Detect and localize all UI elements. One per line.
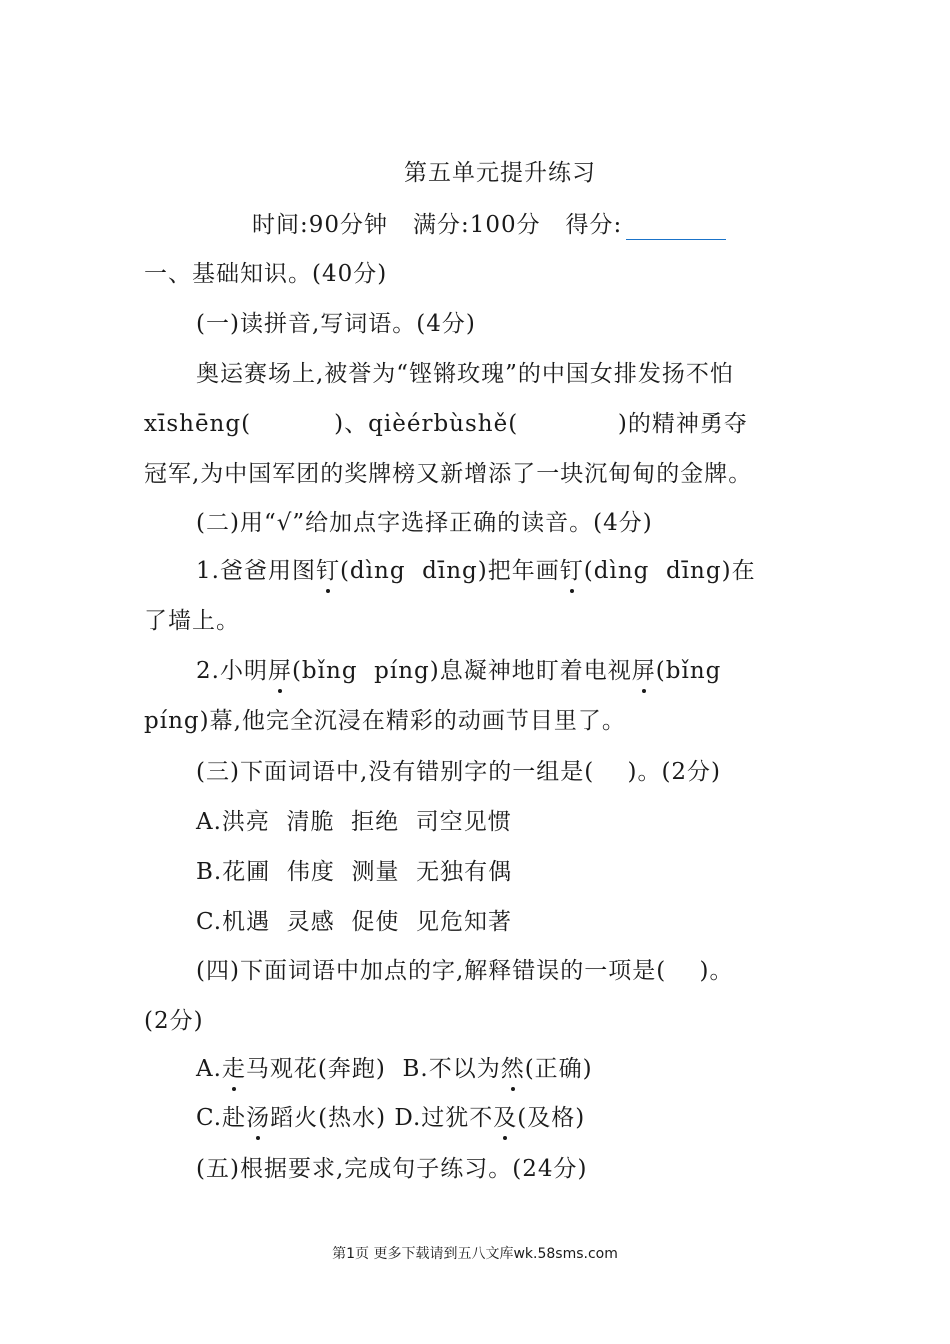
question-3-option-c: C.机遇 灵感 促使 见危知著 — [196, 909, 512, 935]
item-text: (dìng dīng)在 — [583, 558, 756, 584]
dotted-char: 屏 — [267, 658, 292, 684]
exam-meta — [252, 210, 726, 240]
option-text: (及格) — [517, 1105, 586, 1131]
question-1-text: 冠军,为中国军团的奖牌榜又新增添了一块沉甸甸的金牌。 — [144, 461, 753, 487]
item-text: (bǐng píng)息凝神地盯着电视 — [291, 658, 632, 684]
question-1-heading: (一)读拼音,写词语。(4分) — [196, 311, 476, 337]
item-text: (bǐng — [655, 658, 722, 684]
question-2-item-1 — [196, 556, 756, 586]
dotted-char: 钉 — [315, 558, 340, 584]
section-heading: 一、基础知识。(40分) — [144, 261, 388, 287]
option-text: 蹈火(热水) D.过犹不 — [270, 1105, 494, 1131]
item-text: 1.爸爸用图 — [196, 558, 316, 584]
question-4-options-cd — [196, 1103, 585, 1133]
dotted-char: 屏 — [631, 658, 656, 684]
option-text: (正确) — [524, 1056, 593, 1082]
question-4-options-ab — [196, 1054, 593, 1084]
question-4-heading: (四)下面词语中加点的字,解释错误的一项是( )。 — [196, 958, 734, 984]
dotted-char: 走 — [221, 1056, 246, 1082]
item-text: 2.小明 — [196, 658, 268, 684]
full-score-label: 满分:100分 — [412, 212, 541, 238]
dotted-char: 汤 — [246, 1105, 271, 1131]
dotted-char: 然 — [500, 1056, 525, 1082]
question-1-text: 奥运赛场上,被誉为“铿锵玫瑰”的中国女排发扬不怕 — [196, 361, 734, 387]
question-4-heading-cont: (2分) — [144, 1008, 204, 1034]
question-2-item-2 — [196, 656, 721, 686]
question-5-heading: (五)根据要求,完成句子练习。(24分) — [196, 1156, 588, 1182]
question-3-option-b: B.花圃 伟度 测量 无独有偶 — [196, 859, 513, 885]
question-2-heading: (二)用“√”给加点字选择正确的读音。(4分) — [196, 510, 653, 536]
dotted-char: 及 — [493, 1105, 518, 1131]
time-label: 时间:90分钟 — [252, 212, 389, 238]
page-footer: 第1页 更多下载请到五八文库wk.58sms.com — [332, 1246, 618, 1262]
dotted-char: 钉 — [559, 558, 584, 584]
question-1-text: xīshēng( )、qièérbùshě( )的精神勇夺 — [144, 411, 748, 437]
option-text: C.赴 — [196, 1105, 247, 1131]
score-blank[interactable] — [626, 215, 726, 240]
page-title: 第五单元提升练习 — [404, 160, 596, 186]
question-2-item-1-cont: 了墙上。 — [144, 608, 240, 634]
question-3-heading: (三)下面词语中,没有错别字的一组是( )。(2分) — [196, 759, 722, 785]
item-text: (dìng dīng)把年画 — [339, 558, 560, 584]
option-text: 马观花(奔跑) B.不以为 — [245, 1056, 501, 1082]
question-2-item-2-cont: píng)幕,他完全沉浸在精彩的动画节目里了。 — [144, 708, 626, 734]
question-3-option-a: A.洪亮 清脆 拒绝 司空见惯 — [196, 809, 512, 835]
score-label: 得分: — [565, 212, 623, 238]
option-text: A. — [196, 1056, 222, 1082]
